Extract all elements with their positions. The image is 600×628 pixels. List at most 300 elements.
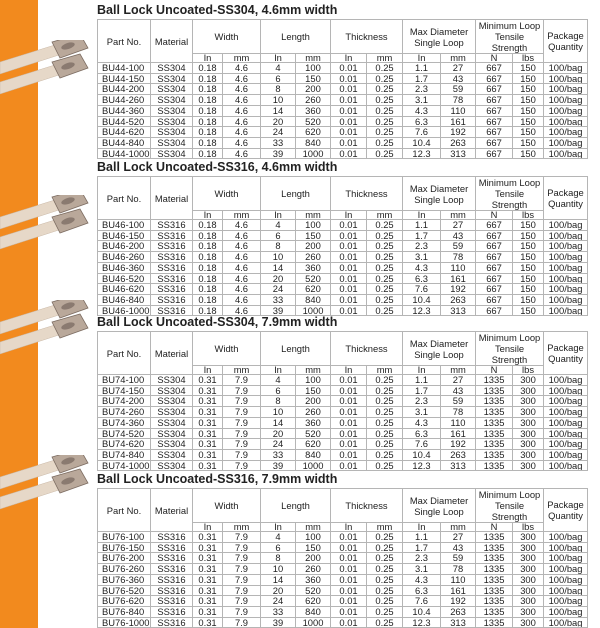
cell-tensile-lbs: 300 [513, 385, 544, 396]
cell-thickness-in: 0.01 [331, 84, 367, 95]
table-row [98, 230, 588, 241]
cell-part-no: BU74-840 [98, 449, 151, 460]
cell-width-in: 0.18 [193, 116, 223, 127]
cell-width-in: 0.31 [193, 449, 223, 460]
cell-tensile-lbs: 300 [513, 449, 544, 460]
cell-length-in: 24 [261, 596, 296, 607]
subheader-mm: mm [367, 523, 403, 532]
cell-package: 100/bag [544, 553, 588, 564]
cell-width-mm: 7.9 [223, 385, 261, 396]
cell-thickness-in: 0.01 [331, 375, 367, 386]
cell-tensile-n: 1335 [476, 564, 513, 575]
cell-diameter-mm: 59 [441, 241, 476, 252]
cell-material: SS316 [151, 617, 193, 628]
cell-tensile-n: 1335 [476, 585, 513, 596]
cell-package: 100/bag [544, 241, 588, 252]
cell-length-in: 8 [261, 241, 296, 252]
cell-thickness-in: 0.01 [331, 564, 367, 575]
cell-package: 100/bag [544, 305, 588, 316]
cell-length-mm: 360 [296, 262, 331, 273]
header-tensile: Minimum Loop Tensile Strength [476, 332, 544, 366]
cell-thickness-mm: 0.25 [367, 63, 403, 74]
cell-tensile-lbs: 150 [513, 105, 544, 116]
header-row [98, 20, 588, 54]
table-row [98, 407, 588, 418]
header-material: Material [151, 20, 193, 63]
cell-thickness-in: 0.01 [331, 305, 367, 316]
cell-width-mm: 7.9 [223, 375, 261, 386]
cell-thickness-in: 0.01 [331, 220, 367, 231]
cell-width-in: 0.31 [193, 564, 223, 575]
cell-thickness-mm: 0.25 [367, 585, 403, 596]
cell-material: SS316 [151, 564, 193, 575]
cell-thickness-mm: 0.25 [367, 428, 403, 439]
cell-part-no: BU74-100 [98, 375, 151, 386]
cell-diameter-in: 1.1 [403, 532, 441, 543]
cell-package: 100/bag [544, 284, 588, 295]
header-row [98, 332, 588, 366]
cell-width-mm: 4.6 [223, 252, 261, 263]
cell-package: 100/bag [544, 564, 588, 575]
table-row [98, 294, 588, 305]
cell-length-in: 4 [261, 63, 296, 74]
cell-length-in: 14 [261, 417, 296, 428]
cell-diameter-mm: 78 [441, 95, 476, 106]
cell-length-mm: 360 [296, 105, 331, 116]
cell-part-no: BU76-200 [98, 553, 151, 564]
header-width: Width [193, 177, 261, 211]
cell-material: SS304 [151, 84, 193, 95]
cell-width-mm: 7.9 [223, 439, 261, 450]
subheader-lbs: lbs [513, 523, 544, 532]
cell-tensile-lbs: 150 [513, 137, 544, 148]
cell-package: 100/bag [544, 439, 588, 450]
cell-package: 100/bag [544, 95, 588, 106]
cell-tensile-n: 667 [476, 116, 513, 127]
subheader-in: In [331, 366, 367, 375]
header-width: Width [193, 20, 261, 54]
cell-material: SS316 [151, 553, 193, 564]
cell-tensile-lbs: 150 [513, 95, 544, 106]
cell-material: SS316 [151, 284, 193, 295]
cell-part-no: BU46-100 [98, 220, 151, 231]
cell-width-mm: 7.9 [223, 460, 261, 471]
cell-length-in: 39 [261, 305, 296, 316]
cell-material: SS304 [151, 137, 193, 148]
cell-material: SS316 [151, 585, 193, 596]
cell-width-in: 0.18 [193, 95, 223, 106]
table-row [98, 241, 588, 252]
cell-diameter-mm: 78 [441, 564, 476, 575]
cell-length-mm: 260 [296, 564, 331, 575]
cell-tensile-lbs: 300 [513, 617, 544, 628]
cell-tensile-n: 1335 [476, 532, 513, 543]
cell-width-in: 0.18 [193, 284, 223, 295]
table-row [98, 127, 588, 138]
header-thickness: Thickness [331, 20, 403, 54]
cell-material: SS304 [151, 148, 193, 159]
cell-tensile-lbs: 150 [513, 84, 544, 95]
cell-width-mm: 7.9 [223, 428, 261, 439]
subheader-n: N [476, 366, 513, 375]
subheader-mm: mm [296, 54, 331, 63]
header-width: Width [193, 489, 261, 523]
cell-diameter-in: 2.3 [403, 553, 441, 564]
subheader-in: In [193, 523, 223, 532]
cell-tensile-lbs: 150 [513, 73, 544, 84]
cell-diameter-in: 10.4 [403, 137, 441, 148]
cell-length-in: 20 [261, 273, 296, 284]
cell-width-in: 0.31 [193, 574, 223, 585]
table-title: Ball Lock Uncoated-SS304, 4.6mm width [97, 3, 338, 17]
cell-length-mm: 150 [296, 230, 331, 241]
cell-diameter-mm: 59 [441, 553, 476, 564]
cell-diameter-in: 4.3 [403, 262, 441, 273]
header-material: Material [151, 489, 193, 532]
cell-thickness-in: 0.01 [331, 449, 367, 460]
subheader-n: N [476, 523, 513, 532]
cell-thickness-mm: 0.25 [367, 105, 403, 116]
cell-diameter-mm: 192 [441, 284, 476, 295]
cell-tensile-lbs: 300 [513, 375, 544, 386]
cell-length-mm: 150 [296, 385, 331, 396]
cell-thickness-mm: 0.25 [367, 116, 403, 127]
cell-tensile-n: 1335 [476, 553, 513, 564]
cell-width-in: 0.18 [193, 305, 223, 316]
cell-width-mm: 7.9 [223, 564, 261, 575]
cell-package: 100/bag [544, 116, 588, 127]
cell-diameter-mm: 263 [441, 606, 476, 617]
cell-material: SS304 [151, 428, 193, 439]
cell-tensile-lbs: 150 [513, 127, 544, 138]
cell-diameter-in: 6.3 [403, 116, 441, 127]
cell-tensile-lbs: 150 [513, 262, 544, 273]
cell-package: 100/bag [544, 574, 588, 585]
cell-diameter-in: 6.3 [403, 428, 441, 439]
cell-diameter-mm: 161 [441, 428, 476, 439]
subheader-lbs: lbs [513, 211, 544, 220]
subheader-in: In [193, 54, 223, 63]
cell-length-in: 8 [261, 396, 296, 407]
cell-width-mm: 7.9 [223, 417, 261, 428]
table-title: Ball Lock Uncoated-SS304, 7.9mm width [97, 315, 338, 329]
cell-length-in: 24 [261, 284, 296, 295]
subheader-mm: mm [296, 523, 331, 532]
cell-package: 100/bag [544, 585, 588, 596]
cell-thickness-mm: 0.25 [367, 230, 403, 241]
cell-length-in: 20 [261, 116, 296, 127]
subheader-in: In [403, 211, 441, 220]
cell-material: SS304 [151, 63, 193, 74]
table-row [98, 63, 588, 74]
cell-part-no: BU46-360 [98, 262, 151, 273]
cell-thickness-in: 0.01 [331, 252, 367, 263]
cell-width-in: 0.31 [193, 606, 223, 617]
subheader-n: N [476, 211, 513, 220]
cell-thickness-mm: 0.25 [367, 95, 403, 106]
cell-package: 100/bag [544, 606, 588, 617]
subheader-in: In [261, 523, 296, 532]
cell-diameter-in: 4.3 [403, 574, 441, 585]
cell-material: SS316 [151, 220, 193, 231]
cell-tensile-n: 1335 [476, 596, 513, 607]
cell-width-mm: 7.9 [223, 407, 261, 418]
cell-diameter-in: 1.7 [403, 385, 441, 396]
cell-width-in: 0.18 [193, 127, 223, 138]
cell-material: SS304 [151, 127, 193, 138]
cell-tensile-n: 1335 [476, 375, 513, 386]
cell-thickness-in: 0.01 [331, 606, 367, 617]
cell-width-mm: 4.6 [223, 127, 261, 138]
cell-width-in: 0.18 [193, 73, 223, 84]
cell-thickness-in: 0.01 [331, 574, 367, 585]
cell-length-mm: 620 [296, 596, 331, 607]
cell-width-mm: 4.6 [223, 220, 261, 231]
subheader-in: In [403, 523, 441, 532]
cell-width-mm: 4.6 [223, 105, 261, 116]
cell-thickness-mm: 0.25 [367, 273, 403, 284]
cell-width-in: 0.18 [193, 84, 223, 95]
cell-length-mm: 520 [296, 585, 331, 596]
table-row [98, 532, 588, 543]
cell-thickness-in: 0.01 [331, 294, 367, 305]
cell-thickness-in: 0.01 [331, 284, 367, 295]
cell-width-in: 0.31 [193, 396, 223, 407]
cell-width-mm: 7.9 [223, 606, 261, 617]
cell-length-in: 24 [261, 127, 296, 138]
subheader-lbs: lbs [513, 54, 544, 63]
cell-width-in: 0.18 [193, 294, 223, 305]
subheader-in: In [193, 211, 223, 220]
header-package: Package Quantity [544, 20, 588, 63]
cell-length-in: 14 [261, 105, 296, 116]
header-package: Package Quantity [544, 489, 588, 532]
cell-tensile-lbs: 300 [513, 417, 544, 428]
cell-material: SS316 [151, 273, 193, 284]
cell-material: SS316 [151, 596, 193, 607]
cell-width-mm: 7.9 [223, 532, 261, 543]
cell-length-mm: 840 [296, 137, 331, 148]
cell-thickness-mm: 0.25 [367, 439, 403, 450]
header-tensile: Minimum Loop Tensile Strength [476, 20, 544, 54]
cell-package: 100/bag [544, 617, 588, 628]
cell-width-in: 0.31 [193, 375, 223, 386]
cell-width-mm: 4.6 [223, 84, 261, 95]
table-row [98, 220, 588, 231]
cell-diameter-in: 10.4 [403, 606, 441, 617]
cell-length-mm: 1000 [296, 148, 331, 159]
cell-tensile-lbs: 150 [513, 230, 544, 241]
table-row [98, 439, 588, 450]
cell-length-in: 10 [261, 252, 296, 263]
cell-thickness-in: 0.01 [331, 553, 367, 564]
cell-length-in: 14 [261, 574, 296, 585]
cell-diameter-mm: 43 [441, 542, 476, 553]
cell-diameter-mm: 313 [441, 305, 476, 316]
cell-tensile-n: 667 [476, 230, 513, 241]
cable-tie-image [0, 300, 95, 370]
header-thickness: Thickness [331, 489, 403, 523]
cell-tensile-n: 667 [476, 252, 513, 263]
cell-package: 100/bag [544, 407, 588, 418]
header-package: Package Quantity [544, 177, 588, 220]
cell-part-no: BU76-840 [98, 606, 151, 617]
cell-diameter-in: 2.3 [403, 241, 441, 252]
cell-thickness-in: 0.01 [331, 73, 367, 84]
cell-width-mm: 4.6 [223, 241, 261, 252]
header-tensile: Minimum Loop Tensile Strength [476, 489, 544, 523]
cell-package: 100/bag [544, 396, 588, 407]
cell-material: SS304 [151, 73, 193, 84]
subheader-n: N [476, 54, 513, 63]
cell-length-in: 20 [261, 428, 296, 439]
cell-length-in: 39 [261, 617, 296, 628]
cell-diameter-mm: 27 [441, 532, 476, 543]
cell-diameter-mm: 43 [441, 230, 476, 241]
subheader-mm: mm [223, 366, 261, 375]
cell-thickness-mm: 0.25 [367, 220, 403, 231]
cell-length-mm: 840 [296, 606, 331, 617]
cell-diameter-mm: 263 [441, 449, 476, 460]
header-row [98, 177, 588, 211]
cell-tensile-n: 667 [476, 148, 513, 159]
cell-package: 100/bag [544, 148, 588, 159]
table-row [98, 273, 588, 284]
cell-package: 100/bag [544, 230, 588, 241]
header-part-no: Part No. [98, 489, 151, 532]
cell-tensile-n: 667 [476, 127, 513, 138]
cell-width-in: 0.18 [193, 262, 223, 273]
cell-diameter-in: 7.6 [403, 127, 441, 138]
cell-diameter-mm: 78 [441, 252, 476, 263]
table-row [98, 137, 588, 148]
subheader-in: In [331, 211, 367, 220]
header-thickness: Thickness [331, 332, 403, 366]
cell-tensile-lbs: 150 [513, 148, 544, 159]
cell-part-no: BU46-840 [98, 294, 151, 305]
cell-thickness-mm: 0.25 [367, 417, 403, 428]
cell-package: 100/bag [544, 220, 588, 231]
header-length: Length [261, 332, 331, 366]
cell-package: 100/bag [544, 449, 588, 460]
cell-width-in: 0.31 [193, 428, 223, 439]
cell-diameter-in: 3.1 [403, 407, 441, 418]
subheader-mm: mm [367, 366, 403, 375]
subheader-in: In [261, 211, 296, 220]
cell-diameter-in: 6.3 [403, 585, 441, 596]
cell-length-in: 10 [261, 95, 296, 106]
cell-width-mm: 7.9 [223, 585, 261, 596]
table-row [98, 84, 588, 95]
cell-part-no: BU74-620 [98, 439, 151, 450]
cell-width-in: 0.18 [193, 241, 223, 252]
cell-material: SS304 [151, 439, 193, 450]
cell-width-mm: 4.6 [223, 305, 261, 316]
table-row [98, 284, 588, 295]
cell-length-mm: 840 [296, 449, 331, 460]
header-thickness: Thickness [331, 177, 403, 211]
cell-length-in: 39 [261, 148, 296, 159]
cell-tensile-lbs: 150 [513, 305, 544, 316]
header-part-no: Part No. [98, 177, 151, 220]
cell-tensile-lbs: 300 [513, 564, 544, 575]
cell-thickness-mm: 0.25 [367, 305, 403, 316]
cell-part-no: BU74-360 [98, 417, 151, 428]
spec-table-section [97, 472, 587, 628]
header-material: Material [151, 332, 193, 375]
subheader-mm: mm [441, 54, 476, 63]
cell-diameter-in: 4.3 [403, 417, 441, 428]
cell-width-mm: 4.6 [223, 148, 261, 159]
cell-thickness-mm: 0.25 [367, 449, 403, 460]
cell-thickness-in: 0.01 [331, 439, 367, 450]
cell-material: SS304 [151, 396, 193, 407]
cell-diameter-mm: 263 [441, 294, 476, 305]
cell-diameter-in: 6.3 [403, 273, 441, 284]
cell-tensile-lbs: 300 [513, 553, 544, 564]
cell-diameter-mm: 59 [441, 84, 476, 95]
cell-package: 100/bag [544, 252, 588, 263]
cell-material: SS304 [151, 385, 193, 396]
cell-length-mm: 360 [296, 574, 331, 585]
subheader-in: In [403, 366, 441, 375]
subheader-lbs: lbs [513, 366, 544, 375]
spec-table-section [97, 160, 587, 316]
cell-thickness-in: 0.01 [331, 396, 367, 407]
cell-part-no: BU46-1000 [98, 305, 151, 316]
cell-thickness-mm: 0.25 [367, 542, 403, 553]
table-row [98, 460, 588, 471]
cell-diameter-mm: 78 [441, 407, 476, 418]
cell-part-no: BU74-520 [98, 428, 151, 439]
cell-tensile-n: 667 [476, 284, 513, 295]
cell-tensile-n: 667 [476, 305, 513, 316]
cell-length-mm: 1000 [296, 460, 331, 471]
cell-tensile-n: 1335 [476, 396, 513, 407]
cell-width-in: 0.18 [193, 63, 223, 74]
header-max-diameter: Max Diameter Single Loop [403, 20, 476, 54]
cell-thickness-mm: 0.25 [367, 284, 403, 295]
cell-thickness-mm: 0.25 [367, 127, 403, 138]
cell-part-no: BU44-620 [98, 127, 151, 138]
cell-part-no: BU46-620 [98, 284, 151, 295]
cell-width-mm: 7.9 [223, 574, 261, 585]
cell-tensile-n: 1335 [476, 449, 513, 460]
cell-width-in: 0.31 [193, 460, 223, 471]
cell-package: 100/bag [544, 127, 588, 138]
cell-tensile-lbs: 150 [513, 220, 544, 231]
cell-thickness-mm: 0.25 [367, 137, 403, 148]
cell-width-mm: 7.9 [223, 553, 261, 564]
cell-length-in: 4 [261, 532, 296, 543]
cell-length-mm: 520 [296, 116, 331, 127]
spec-table [97, 19, 588, 159]
cell-width-mm: 7.9 [223, 449, 261, 460]
cell-diameter-in: 1.7 [403, 73, 441, 84]
cell-diameter-in: 12.3 [403, 617, 441, 628]
cell-tensile-n: 667 [476, 241, 513, 252]
cell-tensile-n: 1335 [476, 574, 513, 585]
cell-material: SS304 [151, 407, 193, 418]
cell-part-no: BU74-260 [98, 407, 151, 418]
cell-package: 100/bag [544, 428, 588, 439]
subheader-mm: mm [441, 211, 476, 220]
cell-part-no: BU46-150 [98, 230, 151, 241]
cell-material: SS316 [151, 241, 193, 252]
table-row [98, 585, 588, 596]
cell-thickness-in: 0.01 [331, 428, 367, 439]
cell-diameter-in: 12.3 [403, 148, 441, 159]
